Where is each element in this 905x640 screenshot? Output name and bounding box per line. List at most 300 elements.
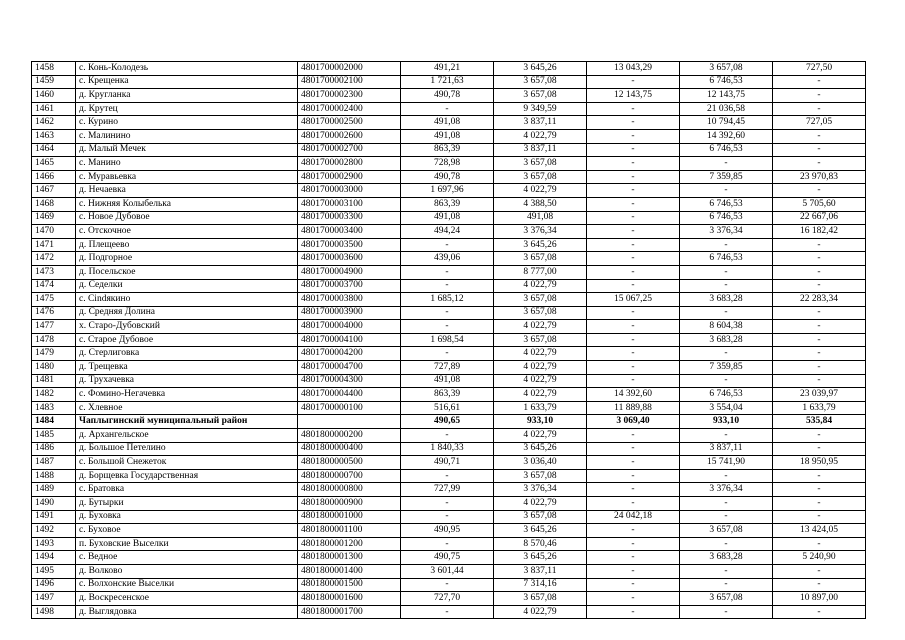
value-col1-cell: - — [401, 497, 494, 511]
row-number-cell: 1465 — [32, 157, 76, 171]
value-col4-cell: 3 683,28 — [680, 551, 773, 565]
value-col5-cell: - — [773, 333, 866, 347]
settlement-name-cell: п. Буховские Выселки — [76, 537, 298, 551]
table-row — [32, 578, 866, 592]
row-number-cell: 1463 — [32, 129, 76, 143]
value-col3-cell: - — [587, 429, 680, 443]
value-col3-cell: - — [587, 374, 680, 388]
value-col3-cell: - — [587, 102, 680, 116]
value-col2-cell: 3 645,26 — [494, 442, 587, 456]
oktmo-code-cell: 4801700002500 — [298, 116, 401, 130]
oktmo-code-cell: 4801700003600 — [298, 252, 401, 266]
settlement-name-cell: д. Трещевка — [76, 361, 298, 375]
value-col5-cell: - — [773, 279, 866, 293]
value-col2-cell: 3 645,26 — [494, 62, 587, 76]
table-row — [32, 361, 866, 375]
value-col3-cell: - — [587, 524, 680, 538]
value-col3-cell: - — [587, 361, 680, 375]
value-col1-cell: 491,21 — [401, 62, 494, 76]
oktmo-code-cell: 4801700004200 — [298, 347, 401, 361]
value-col4-cell: 3 376,34 — [680, 225, 773, 239]
value-col1-cell: 491,08 — [401, 374, 494, 388]
table-row — [32, 211, 866, 225]
value-col4-cell: - — [680, 469, 773, 483]
settlement-name-cell: с. Ведное — [76, 551, 298, 565]
row-number-cell: 1487 — [32, 456, 76, 470]
value-col5-cell: 13 424,05 — [773, 524, 866, 538]
table-row — [32, 116, 866, 130]
settlement-name-cell: д. Архангельское — [76, 429, 298, 443]
oktmo-code-cell: 4801700000100 — [298, 401, 401, 415]
value-col2-cell: 3 657,08 — [494, 293, 587, 307]
settlement-name-cell: с. Малинино — [76, 129, 298, 143]
row-number-cell: 1471 — [32, 238, 76, 252]
value-col2-cell: 4 022,79 — [494, 497, 587, 511]
value-col3-cell: - — [587, 605, 680, 619]
value-col4-cell: 3 657,08 — [680, 592, 773, 606]
settlement-name-cell: с. Буховое — [76, 524, 298, 538]
table-row — [32, 265, 866, 279]
oktmo-code-cell: 4801800001500 — [298, 578, 401, 592]
row-number-cell: 1482 — [32, 388, 76, 402]
value-col5-cell: - — [773, 537, 866, 551]
table-body — [32, 62, 866, 619]
oktmo-code-cell: 4801700004400 — [298, 388, 401, 402]
value-col5-cell: - — [773, 89, 866, 103]
value-col3-cell: 24 042,18 — [587, 510, 680, 524]
row-number-cell: 1483 — [32, 401, 76, 415]
value-col2-cell: 4 022,79 — [494, 388, 587, 402]
value-col1-cell: - — [401, 578, 494, 592]
value-col2-cell: 3 657,08 — [494, 333, 587, 347]
value-col3-cell: - — [587, 143, 680, 157]
value-col5-cell: - — [773, 497, 866, 511]
oktmo-code-cell: 4801700003100 — [298, 197, 401, 211]
value-col4-cell: 8 604,38 — [680, 320, 773, 334]
value-col2-cell: 7 314,16 — [494, 578, 587, 592]
value-col3-cell: - — [587, 279, 680, 293]
value-col5-cell: 16 182,42 — [773, 225, 866, 239]
oktmo-code-cell: 4801700002300 — [298, 89, 401, 103]
settlement-name-cell: д. Нечаевка — [76, 184, 298, 198]
value-col5-cell: - — [773, 605, 866, 619]
row-number-cell: 1459 — [32, 75, 76, 89]
value-col2-cell: 3 837,11 — [494, 564, 587, 578]
value-col5-cell: - — [773, 184, 866, 198]
value-col1-cell: 491,08 — [401, 211, 494, 225]
oktmo-code-cell: 4801700004700 — [298, 361, 401, 375]
value-col4-cell: 3 837,11 — [680, 442, 773, 456]
value-col3-cell: - — [587, 442, 680, 456]
settlement-name-cell: д. Выглядовка — [76, 605, 298, 619]
oktmo-code-cell: 4801800000400 — [298, 442, 401, 456]
row-number-cell: 1478 — [32, 333, 76, 347]
value-col2-cell: 3 657,08 — [494, 592, 587, 606]
row-number-cell: 1472 — [32, 252, 76, 266]
value-col5-cell: 535,84 — [773, 415, 866, 429]
table-row — [32, 374, 866, 388]
value-col1-cell: 494,24 — [401, 225, 494, 239]
value-col2-cell: 3 657,08 — [494, 75, 587, 89]
value-col1-cell: 491,08 — [401, 129, 494, 143]
value-col5-cell: - — [773, 429, 866, 443]
value-col3-cell: - — [587, 497, 680, 511]
value-col1-cell: - — [401, 265, 494, 279]
value-col3-cell: - — [587, 578, 680, 592]
oktmo-code-cell: 4801800001000 — [298, 510, 401, 524]
value-col5-cell: - — [773, 252, 866, 266]
value-col1-cell: 490,78 — [401, 89, 494, 103]
row-number-cell: 1467 — [32, 184, 76, 198]
value-col2-cell: 1 633,79 — [494, 401, 587, 415]
row-number-cell: 1480 — [32, 361, 76, 375]
settlement-name-cell: с. Большой Снежеток — [76, 456, 298, 470]
value-col2-cell: 3 376,34 — [494, 483, 587, 497]
row-number-cell: 1486 — [32, 442, 76, 456]
oktmo-code-cell: 4801700003800 — [298, 293, 401, 307]
value-col3-cell: - — [587, 306, 680, 320]
value-col2-cell: 3 036,40 — [494, 456, 587, 470]
data-table — [31, 61, 866, 619]
row-number-cell: 1488 — [32, 469, 76, 483]
settlement-name-cell: с. Старое Дубовое — [76, 333, 298, 347]
value-col5-cell: 727,05 — [773, 116, 866, 130]
value-col2-cell: 3 657,08 — [494, 157, 587, 171]
oktmo-code-cell: 4801800001700 — [298, 605, 401, 619]
table-row — [32, 89, 866, 103]
table-row — [32, 469, 866, 483]
value-col2-cell: 4 022,79 — [494, 184, 587, 198]
value-col3-cell: 3 069,40 — [587, 415, 680, 429]
table-row — [32, 225, 866, 239]
value-col2-cell: 4 022,79 — [494, 374, 587, 388]
oktmo-code-cell: 4801700002100 — [298, 75, 401, 89]
settlement-name-cell: с. Муравьевка — [76, 170, 298, 184]
row-number-cell: 1460 — [32, 89, 76, 103]
value-col5-cell: 22 283,34 — [773, 293, 866, 307]
oktmo-code-cell: 4801800000200 — [298, 429, 401, 443]
table-row — [32, 279, 866, 293]
table-row — [32, 184, 866, 198]
table-row — [32, 62, 866, 76]
row-number-cell: 1469 — [32, 211, 76, 225]
settlement-name-cell: д. Кругланка — [76, 89, 298, 103]
row-number-cell: 1484 — [32, 415, 76, 429]
value-col1-cell: 863,39 — [401, 143, 494, 157]
value-col5-cell: - — [773, 510, 866, 524]
value-col3-cell: - — [587, 225, 680, 239]
oktmo-code-cell: 4801700003300 — [298, 211, 401, 225]
settlement-name-cell: с. Новое Дубовое — [76, 211, 298, 225]
value-col5-cell: 5 705,60 — [773, 197, 866, 211]
value-col4-cell: - — [680, 510, 773, 524]
value-col1-cell: 727,99 — [401, 483, 494, 497]
value-col5-cell: - — [773, 129, 866, 143]
settlement-name-cell: с. Фомино-Негачевка — [76, 388, 298, 402]
value-col4-cell: 6 746,53 — [680, 143, 773, 157]
value-col4-cell: 21 036,58 — [680, 102, 773, 116]
oktmo-code-cell: 4801700002000 — [298, 62, 401, 76]
value-col5-cell: - — [773, 320, 866, 334]
row-number-cell: 1461 — [32, 102, 76, 116]
value-col4-cell: - — [680, 537, 773, 551]
settlement-name-cell: д. Воскресенское — [76, 592, 298, 606]
value-col5-cell: - — [773, 157, 866, 171]
value-col5-cell: 23 970,83 — [773, 170, 866, 184]
value-col5-cell: - — [773, 469, 866, 483]
value-col4-cell: 14 392,60 — [680, 129, 773, 143]
oktmo-code-cell: 4801700002900 — [298, 170, 401, 184]
value-col3-cell: - — [587, 238, 680, 252]
value-col3-cell: - — [587, 537, 680, 551]
oktmo-code-cell: 4801800001200 — [298, 537, 401, 551]
value-col5-cell: - — [773, 483, 866, 497]
oktmo-code-cell: 4801700002600 — [298, 129, 401, 143]
value-col3-cell: - — [587, 564, 680, 578]
value-col1-cell: 863,39 — [401, 388, 494, 402]
value-col2-cell: 4 022,79 — [494, 605, 587, 619]
value-col4-cell: 3 683,28 — [680, 293, 773, 307]
table-row — [32, 306, 866, 320]
value-col2-cell: 4 388,50 — [494, 197, 587, 211]
value-col5-cell: 23 039,97 — [773, 388, 866, 402]
value-col3-cell: - — [587, 184, 680, 198]
value-col4-cell: - — [680, 578, 773, 592]
value-col1-cell: - — [401, 279, 494, 293]
value-col1-cell: - — [401, 605, 494, 619]
settlement-name-cell: д. Посельское — [76, 265, 298, 279]
value-col1-cell: 491,08 — [401, 116, 494, 130]
value-col4-cell: 15 741,90 — [680, 456, 773, 470]
value-col1-cell: - — [401, 347, 494, 361]
value-col4-cell: 7 359,85 — [680, 170, 773, 184]
value-col2-cell: 3 657,08 — [494, 469, 587, 483]
table-row — [32, 157, 866, 171]
oktmo-code-cell: 4801700003500 — [298, 238, 401, 252]
oktmo-code-cell: 4801700004100 — [298, 333, 401, 347]
table-row — [32, 510, 866, 524]
value-col2-cell: 3 645,26 — [494, 524, 587, 538]
value-col2-cell: 9 349,59 — [494, 102, 587, 116]
settlement-name-cell: д. Борщевка Государственная — [76, 469, 298, 483]
value-col2-cell: 4 022,79 — [494, 361, 587, 375]
value-col5-cell: - — [773, 442, 866, 456]
value-col1-cell: 490,71 — [401, 456, 494, 470]
value-col5-cell: - — [773, 564, 866, 578]
oktmo-code-cell: 4801800000800 — [298, 483, 401, 497]
value-col5-cell: - — [773, 347, 866, 361]
value-col3-cell: - — [587, 551, 680, 565]
settlement-name-cell: д. Седелки — [76, 279, 298, 293]
value-col1-cell: - — [401, 306, 494, 320]
row-number-cell: 1498 — [32, 605, 76, 619]
value-col1-cell: 727,70 — [401, 592, 494, 606]
table-row — [32, 497, 866, 511]
row-number-cell: 1476 — [32, 306, 76, 320]
value-col4-cell: 3 376,34 — [680, 483, 773, 497]
district-subtotal-row — [32, 415, 866, 429]
table-row — [32, 170, 866, 184]
value-col3-cell: - — [587, 456, 680, 470]
row-number-cell: 1493 — [32, 537, 76, 551]
table-row — [32, 197, 866, 211]
settlement-name-cell: с. Конь-Колодезь — [76, 62, 298, 76]
table-row — [32, 442, 866, 456]
settlement-name-cell: х. Старо-Дубовский — [76, 320, 298, 334]
row-number-cell: 1497 — [32, 592, 76, 606]
row-number-cell: 1458 — [32, 62, 76, 76]
oktmo-code-cell: 4801800000900 — [298, 497, 401, 511]
settlement-name-cell: д. Бутырки — [76, 497, 298, 511]
value-col5-cell: - — [773, 143, 866, 157]
value-col1-cell: 1 840,33 — [401, 442, 494, 456]
value-col3-cell: - — [587, 116, 680, 130]
row-number-cell: 1464 — [32, 143, 76, 157]
value-col3-cell: - — [587, 170, 680, 184]
oktmo-code-cell: 4801800000500 — [298, 456, 401, 470]
value-col1-cell: - — [401, 429, 494, 443]
table-row — [32, 524, 866, 538]
table-row — [32, 238, 866, 252]
value-col4-cell: 6 746,53 — [680, 252, 773, 266]
settlement-name-cell: с. Курино — [76, 116, 298, 130]
table-row — [32, 143, 866, 157]
value-col4-cell: 6 746,53 — [680, 388, 773, 402]
row-number-cell: 1474 — [32, 279, 76, 293]
value-col4-cell: - — [680, 497, 773, 511]
settlement-name-cell: д. Волково — [76, 564, 298, 578]
value-col5-cell: - — [773, 578, 866, 592]
value-col1-cell: 1 685,12 — [401, 293, 494, 307]
oktmo-code-cell — [298, 415, 401, 429]
table-row — [32, 388, 866, 402]
table-row — [32, 129, 866, 143]
value-col2-cell: 3 645,26 — [494, 238, 587, 252]
settlement-name-cell: с. Хлевное — [76, 401, 298, 415]
row-number-cell: 1489 — [32, 483, 76, 497]
value-col3-cell: 11 889,88 — [587, 401, 680, 415]
value-col1-cell: - — [401, 320, 494, 334]
oktmo-code-cell: 4801700004900 — [298, 265, 401, 279]
value-col3-cell: - — [587, 265, 680, 279]
value-col4-cell: - — [680, 374, 773, 388]
value-col1-cell: - — [401, 238, 494, 252]
oktmo-code-cell: 4801700003900 — [298, 306, 401, 320]
value-col5-cell: 727,50 — [773, 62, 866, 76]
value-col5-cell: - — [773, 361, 866, 375]
table-row — [32, 293, 866, 307]
oktmo-code-cell: 4801700004300 — [298, 374, 401, 388]
row-number-cell: 1466 — [32, 170, 76, 184]
table-row — [32, 252, 866, 266]
value-col2-cell: 4 022,79 — [494, 129, 587, 143]
row-number-cell: 1477 — [32, 320, 76, 334]
value-col5-cell: - — [773, 75, 866, 89]
settlement-name-cell: с. Крещенка — [76, 75, 298, 89]
value-col2-cell: 8 777,00 — [494, 265, 587, 279]
value-col5-cell: 22 667,06 — [773, 211, 866, 225]
value-col5-cell: 18 950,95 — [773, 456, 866, 470]
row-number-cell: 1479 — [32, 347, 76, 361]
table-row — [32, 102, 866, 116]
value-col1-cell: 439,06 — [401, 252, 494, 266]
settlement-name-cell: Чаплыгинский муниципальный район — [76, 415, 298, 429]
settlement-name-cell: д. Малый Мечек — [76, 143, 298, 157]
settlement-name-cell: с. Отскочное — [76, 225, 298, 239]
settlement-name-cell: с. Волхонские Выселки — [76, 578, 298, 592]
table-row — [32, 320, 866, 334]
settlement-name-cell: д. Подгорное — [76, 252, 298, 266]
value-col3-cell: - — [587, 197, 680, 211]
value-col4-cell: - — [680, 184, 773, 198]
value-col3-cell: - — [587, 75, 680, 89]
oktmo-code-cell: 4801700002400 — [298, 102, 401, 116]
value-col5-cell: - — [773, 265, 866, 279]
oktmo-code-cell: 4801700003000 — [298, 184, 401, 198]
value-col2-cell: 8 570,46 — [494, 537, 587, 551]
value-col3-cell: - — [587, 469, 680, 483]
oktmo-code-cell: 4801800001400 — [298, 564, 401, 578]
value-col3-cell: - — [587, 211, 680, 225]
oktmo-code-cell: 4801800000700 — [298, 469, 401, 483]
value-col2-cell: 4 022,79 — [494, 429, 587, 443]
row-number-cell: 1475 — [32, 293, 76, 307]
value-col4-cell: - — [680, 429, 773, 443]
settlement-name-cell: д. Большое Петелино — [76, 442, 298, 456]
value-col5-cell: - — [773, 238, 866, 252]
row-number-cell: 1494 — [32, 551, 76, 565]
value-col2-cell: 3 376,34 — [494, 225, 587, 239]
value-col4-cell: 6 746,53 — [680, 197, 773, 211]
value-col1-cell: 490,78 — [401, 170, 494, 184]
value-col4-cell: - — [680, 238, 773, 252]
value-col4-cell: 12 143,75 — [680, 89, 773, 103]
row-number-cell: 1468 — [32, 197, 76, 211]
settlement-name-cell: д. Стерлиговка — [76, 347, 298, 361]
settlement-name-cell: д. Трухачевка — [76, 374, 298, 388]
value-col2-cell: 3 837,11 — [494, 116, 587, 130]
value-col1-cell: 516,61 — [401, 401, 494, 415]
oktmo-code-cell: 4801700002800 — [298, 157, 401, 171]
value-col4-cell: - — [680, 279, 773, 293]
value-col3-cell: 14 392,60 — [587, 388, 680, 402]
row-number-cell: 1473 — [32, 265, 76, 279]
table-row — [32, 537, 866, 551]
value-col3-cell: - — [587, 333, 680, 347]
value-col3-cell: - — [587, 252, 680, 266]
value-col4-cell: - — [680, 605, 773, 619]
table-row — [32, 551, 866, 565]
value-col4-cell: 3 554,04 — [680, 401, 773, 415]
settlement-name-cell: с. Сindякино — [76, 293, 298, 307]
settlement-name-cell: д. Средняя Долина — [76, 306, 298, 320]
value-col1-cell: 3 601,44 — [401, 564, 494, 578]
table-row — [32, 483, 866, 497]
value-col1-cell: 1 697,96 — [401, 184, 494, 198]
table-row — [32, 605, 866, 619]
value-col1-cell: - — [401, 537, 494, 551]
value-col2-cell: 3 837,11 — [494, 143, 587, 157]
oktmo-code-cell: 4801800001100 — [298, 524, 401, 538]
value-col2-cell: 3 657,08 — [494, 510, 587, 524]
value-col2-cell: 3 657,08 — [494, 306, 587, 320]
row-number-cell: 1495 — [32, 564, 76, 578]
table-row — [32, 592, 866, 606]
value-col2-cell: 3 657,08 — [494, 89, 587, 103]
value-col3-cell: - — [587, 347, 680, 361]
oktmo-code-cell: 4801700004000 — [298, 320, 401, 334]
oktmo-code-cell: 4801700003700 — [298, 279, 401, 293]
